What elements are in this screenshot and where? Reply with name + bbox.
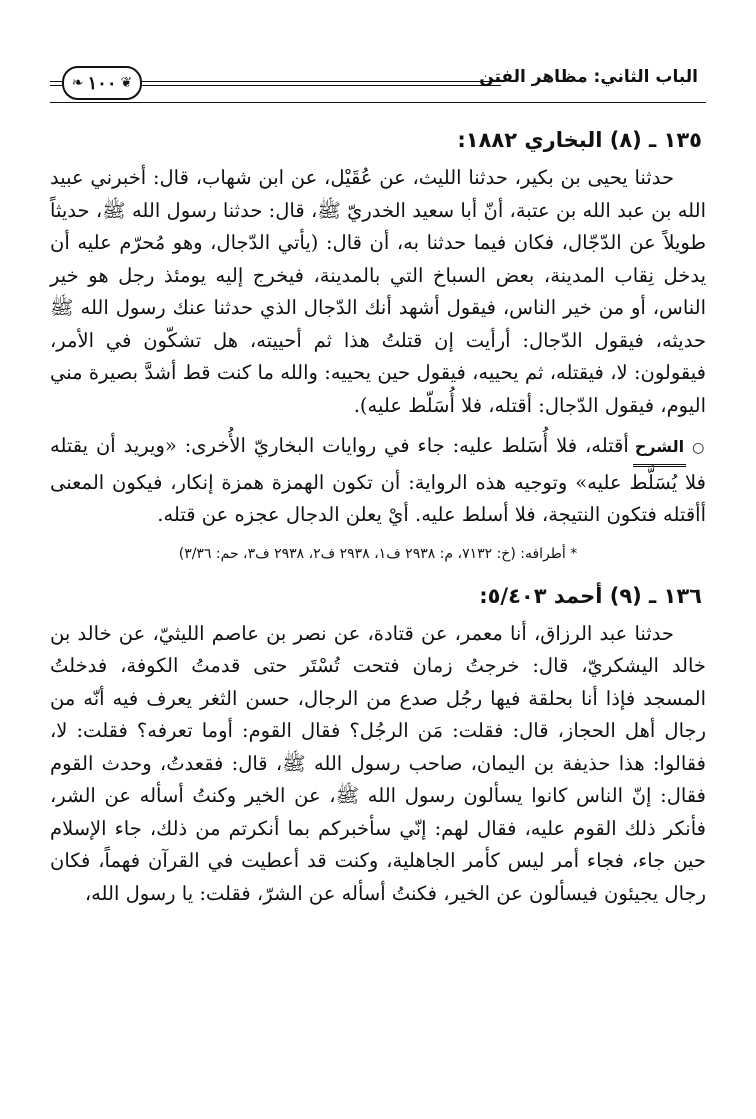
commentary bbox=[50, 430, 706, 532]
header-rule bbox=[100, 81, 501, 86]
hadith-136 bbox=[50, 584, 706, 911]
header-underline bbox=[50, 102, 706, 103]
page-number: ١٠٠ bbox=[87, 72, 117, 94]
hadith-title: ١٣٦ ـ (٩) أحمد ٥/٤٠٣: bbox=[479, 583, 702, 608]
commentary-text: أقتله، فلا أُسَلط عليه: جاء في روايات البخاريّ الأُخرى: «ويريد أن يقتله فلا يُسَلَّط عليه» وتوجيه هذه الرواية: أن تكون الهمزة همزة إنكار، فيكون المعنى أأقتله فتكون النتيجة، فلا أسلط عليه. أيْ يعلن الدجال عجزه عن قتله. bbox=[50, 434, 706, 526]
running-title: الباب الثاني: مظاهر الفتن bbox=[479, 67, 698, 87]
commentary-label: الشرح bbox=[633, 431, 686, 467]
hadith-135 bbox=[50, 128, 706, 562]
header-rule-left bbox=[50, 81, 62, 86]
page-number-ornament bbox=[62, 66, 142, 100]
hadith-text: حدثنا عبد الرزاق، أنا معمر، عن قتادة، عن نصر بن عاصم الليثيّ، عن خالد بن خالد اليشكريّ، قال: خرجتُ زمان فتحت تُسْتَر حتى قدمتُ الكوفة، فدخلتُ المسجد فإذا أنا بحلقة فيها رجُل صدع من الرجال، حسن الثغر يعرف فيه أنّه من رجال أهل الحجاز، قال: فقلت: مَن الرجُل؟ فقال القوم: أوما تعرفه؟ فقلت: لا، فقالوا: هذا حذيفة بن اليمان، صاحب رسول الله ﷺ، قال: فقعدتُ، وحدث القوم فقال: إنّ الناس كانوا يسألون رسول الله ﷺ، عن الخير وكنتُ أسأله عن الشر، فأنكر ذلك القوم عليه، فقال لهم: إنّي سأخبركم بما أنكرتم من ذلك، جاء الإسلام حين جاء، فجاء أمر ليس كأمر الجاهلية، وكنت قد أعطيت في القرآن فهماً، فكان رجال يجيئون فيسألون عن الخير، فكنتُ أسأله عن الشرّ، فقلت: يا رسول الله، bbox=[50, 621, 706, 905]
bullet-icon: ○ bbox=[692, 440, 706, 456]
page-header bbox=[50, 60, 706, 108]
page-content bbox=[50, 128, 706, 910]
leaf-ornament-icon: ❧ bbox=[71, 75, 84, 91]
references-line: * أطرافه: (خ: ٧١٣٢، م: ٢٩٣٨ ف١، ٢٩٣٨ ف٢، ٢٩٣٨ ف٣، حم: ٣/٣٦) bbox=[178, 545, 578, 562]
hadith-text: حدثنا يحيى بن بكير، حدثنا الليث، عن عُقَيْل، عن ابن شهاب، قال: أخبرني عبيد الله بن عبد الله بن عتبة، أنّ أبا سعيد الخدريّ ﷺ، قال: حدثنا رسول الله ﷺ، حديثاً طويلاً عن الدّجّال، فكان فيما حدثنا به، أن قال: (يأتي الدّجال، وهو مُحرّم عليه أن يدخل نِقاب المدينة، بعض السباخ التي بالمدينة، فيخرج إليه يومئذ رجل هو خير الناس، أو من خير الناس، فيقول أشهد أنك الدّجال الذي حدثنا عنك رسول الله ﷺ حديثه، فيقول الدّجال: أرأيت إن قتلتُ هذا ثم أحييته، هل تشكّون في الأمر، فيقولون: لا، فيقتله، ثم يحييه، فيقول حين يحييه: والله ما كنت قط أشدَّ بصيرة مني اليوم، فيقول الدّجال: أقتله، فلا أُسَلّط عليه). bbox=[50, 166, 706, 417]
leaf-ornament-icon: ❦ bbox=[120, 75, 133, 91]
hadith-title: ١٣٥ ـ (٨) البخاري ١٨٨٢: bbox=[457, 128, 702, 152]
